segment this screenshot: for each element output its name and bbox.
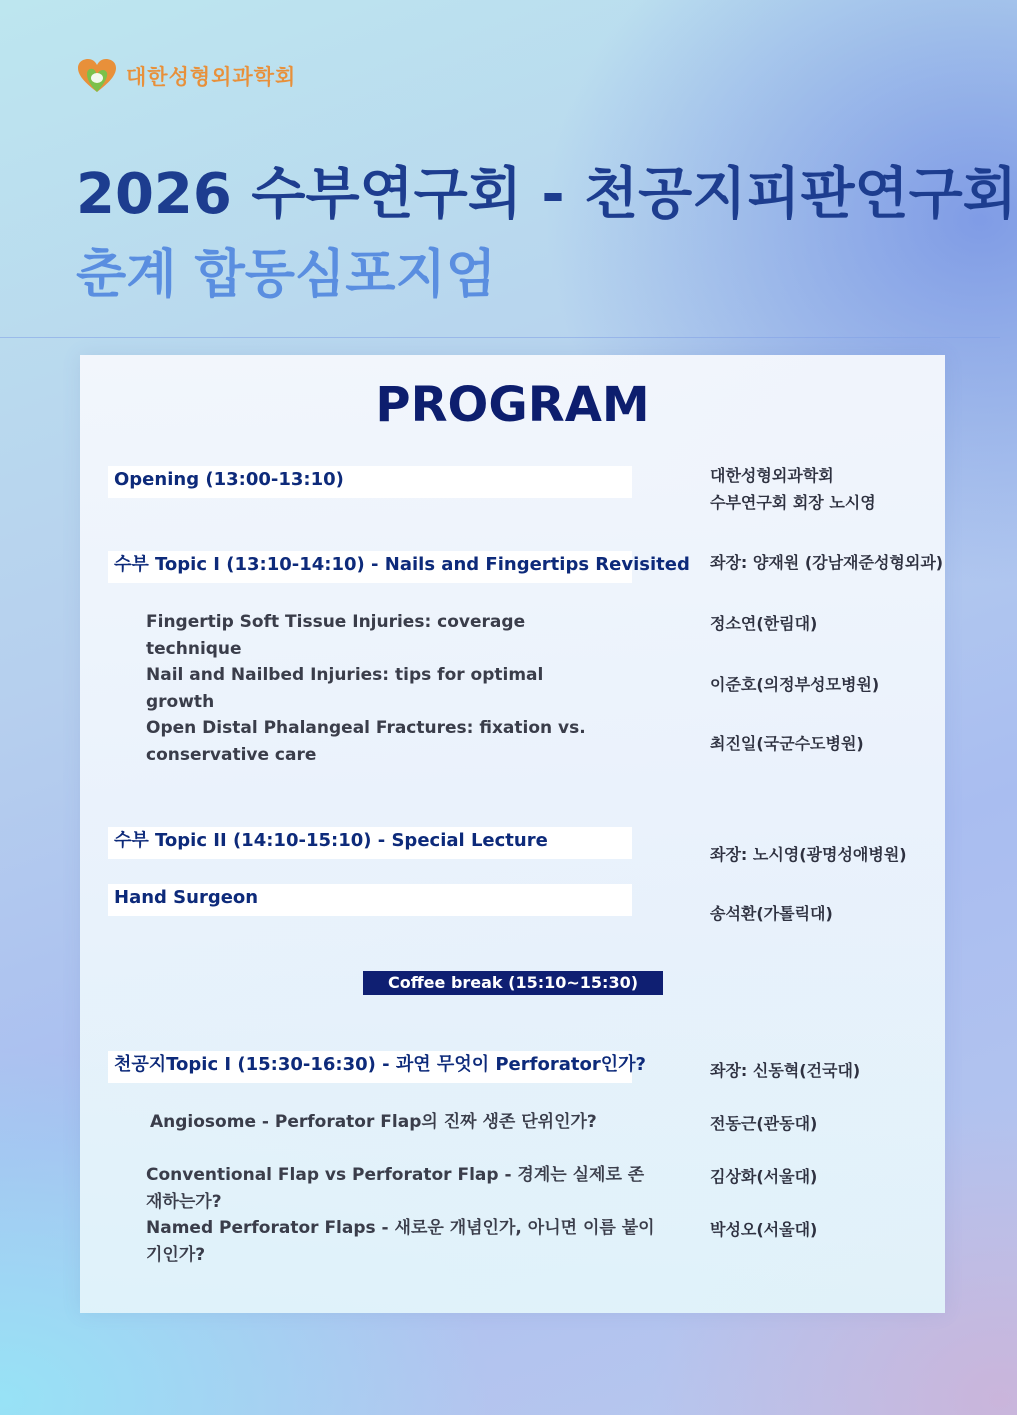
coffee-break-badge: Coffee break (15:10~15:30) xyxy=(363,971,663,995)
session3-bar: 천공지Topic I (15:30-16:30) - 과연 무엇이 Perforator인가? xyxy=(108,1051,632,1083)
society-logo xyxy=(76,58,296,94)
header-divider xyxy=(0,337,1000,338)
session2-chair: 좌장: 노시영(광명성애병원) xyxy=(710,845,907,864)
session1-talk-2: Nail and Nailbed Injuries: tips for optimal growth xyxy=(146,665,544,712)
session1-talk-3: Open Distal Phalangeal Fractures: fixation vs. conservative care xyxy=(146,718,586,765)
opening-bar: Opening (13:00-13:10) xyxy=(108,466,632,498)
heart-logo-icon xyxy=(76,58,118,94)
page-title: 2026 수부연구회 - 천공지피판연구회 xyxy=(76,162,1017,227)
session2-speaker: 송석환(가톨릭대) xyxy=(710,904,833,923)
session3-speaker-3: 박성오(서울대) xyxy=(710,1220,818,1239)
session1-speaker-2: 이준호(의정부성모병원) xyxy=(710,675,880,694)
session2-lecture-bar: Hand Surgeon xyxy=(108,884,632,916)
opening-host-org: 대한성형외과학회 xyxy=(710,466,834,485)
page-subtitle: 춘계 합동심포지엄 xyxy=(76,245,496,305)
program-heading: PROGRAM xyxy=(375,377,650,433)
session3-talk-2: Conventional Flap vs Perforator Flap - 경계는 실제로 존재하는가? xyxy=(146,1165,645,1212)
session3-chair: 좌장: 신동혁(건국대) xyxy=(710,1061,861,1080)
session1-bar: 수부 Topic I (13:10-14:10) - Nails and Fingertips Revisited xyxy=(108,551,632,583)
session2-bar: 수부 Topic II (14:10-15:10) - Special Lecture xyxy=(108,827,632,859)
session1-speaker-1: 정소연(한림대) xyxy=(710,614,818,633)
session1-chair: 좌장: 양재원 (강남재준성형외과) xyxy=(710,553,944,572)
society-name: 대한성형외과학회 xyxy=(126,65,297,89)
opening-host-person: 수부연구회 회장 노시영 xyxy=(710,493,876,512)
session3-speaker-2: 김상화(서울대) xyxy=(710,1167,818,1186)
session3-talk-1: Angiosome - Perforator Flap의 진짜 생존 단위인가? xyxy=(150,1112,597,1132)
session1-talk-1: Fingertip Soft Tissue Injuries: coverage technique xyxy=(146,612,526,659)
session3-talk-3: Named Perforator Flaps - 새로운 개념인가, 아니면 이름 붙이기인가? xyxy=(146,1218,655,1265)
session1-speaker-3: 최진일(국군수도병원) xyxy=(710,734,864,753)
session3-speaker-1: 전동근(관동대) xyxy=(710,1114,818,1133)
program-card xyxy=(80,355,945,1313)
